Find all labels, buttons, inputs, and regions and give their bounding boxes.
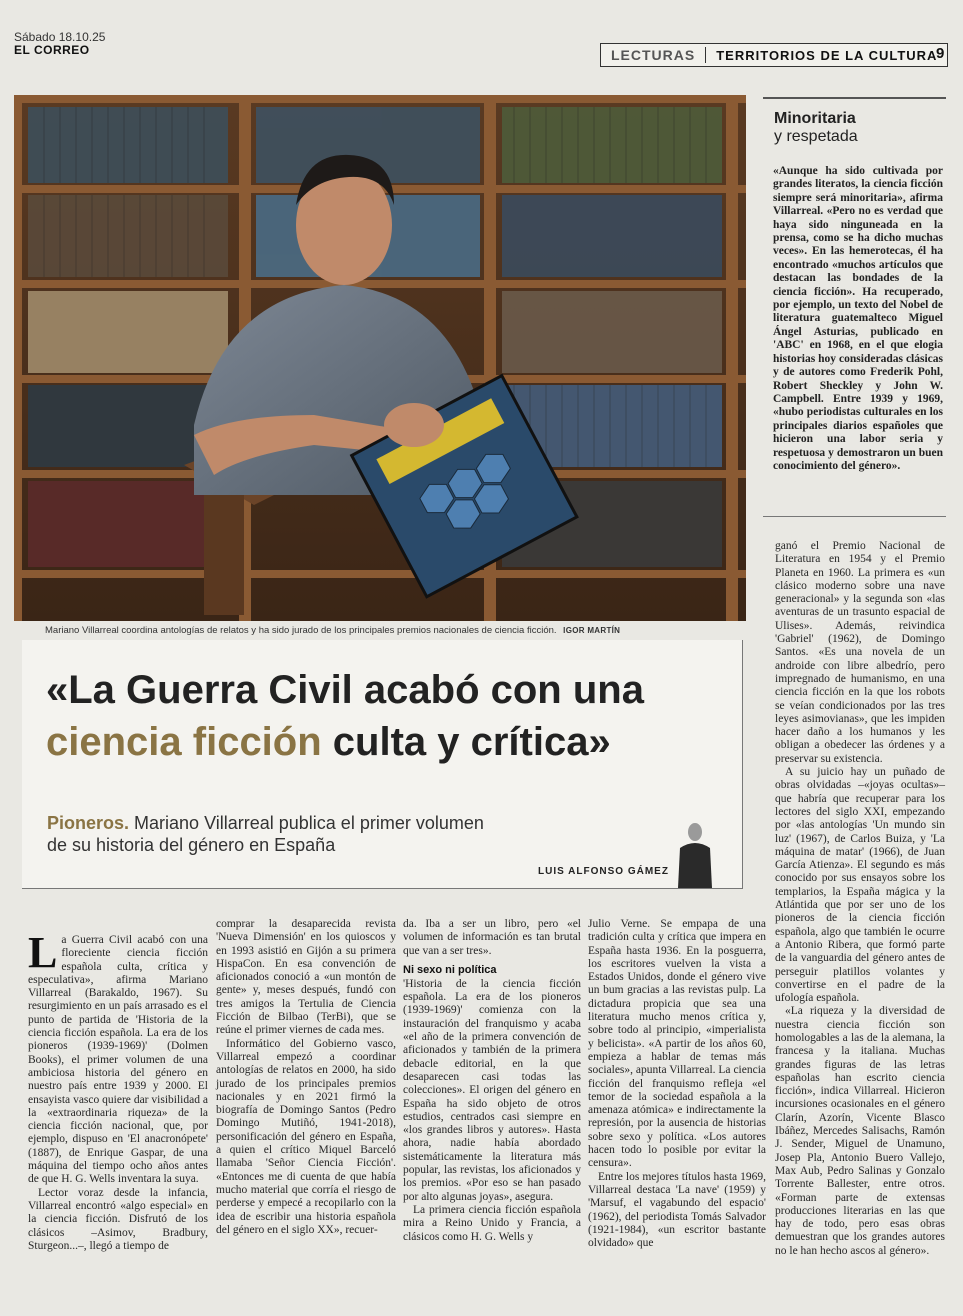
section-label: LECTURAS — [601, 47, 706, 63]
article-column-2 — [216, 918, 396, 1237]
page-number: 9 — [936, 45, 945, 62]
drop-cap: L — [28, 928, 58, 977]
article-column-4 — [588, 918, 766, 1250]
paragraph: «La riqueza y la diversidad de nuestra ciencia ficción son homologables a las de la alemana, la francesa y la italiana. Muchas grandes figuras de las letras españolas han escrito ciencia ficción», indica Villarreal. Hicieron incursiones ocasionales en el género Clarín, Azorín, Vicente Blasco Ibáñez, Mercedes Salisachs, Ramón J. Sender, Miguel de Unamuno, Josep Pla, Antonio Buero Vallejo, Max Aub, Pedro Salinas y Gonzalo Torrente Ballester, entre otros. «Forman parte de extensas producciones literarias en las que hay de todo, pero esas obras demuestran que los grandes autores no le han hecho ascos al género». — [775, 1005, 945, 1257]
lead-paragraph — [28, 928, 208, 1187]
paragraph: La primera ciencia ficción española mira a Reino Unido y Francia, a clásicos como H. G. Wells y — [403, 1203, 581, 1243]
photo-credit: IGOR MARTÍN — [563, 626, 621, 635]
article-column-1 — [28, 928, 208, 1253]
subheading: Ni sexo ni política — [403, 963, 497, 976]
paragraph: Julio Verne. Se empapa de una tradición culta y crítica que impera en España hasta 1936. En la posguerra, los escritores vuelven la vista a Estados Unidos, donde el género vive un bum gracias a las revistas pulp. La dictadura propicia que sea una literatura mucho menos crítica y, sobre todo al principio, «imperialista y belicista». «A partir de los años 60, empieza a hablar de temas más sociales», apunta Villarreal. La ciencia ficción del franquismo refleja «el temor de la sociedad española a la amenaza atómica» e indirectamente la represión, por la ausencia de historias sobre sexo y política. «Los autores hacen todo lo posible por evitar la censura». — [588, 918, 766, 1170]
section-header — [600, 43, 948, 67]
caption-text: Mariano Villarreal coordina antologías de relatos y ha sido jurado de los principales premios nacionales de ciencia ficción. — [45, 625, 557, 636]
sidebar-title-line-2: y respetada — [774, 128, 858, 145]
headline-highlight: ciencia ficción — [46, 720, 322, 764]
author-portrait — [672, 818, 718, 888]
issue-date: Sábado 18.10.25 — [14, 30, 106, 44]
sidebar-text: «Aunque ha sido cultivada por grandes literatos, la ciencia ficción siempre será minoritaria», afirma Villarreal. «Pero no es verdad que haya sido ninguneada en la prensa, como se ha dicho muchas veces». En las hemerotecas, él ha encontrado «muchos artículos que destacan las bondades de la ciencia ficción». Ha recuperado, por ejemplo, un texto del Nobel de literatura guatemalteco Miguel Ángel Asturias, publicado en 'ABC' en 1968, en el que elogia historias hoy consideradas clásicas y de autores como Frederik Pohl, Robert Sheckley y John W. Campbell. Entre 1939 y 1969, «hubo periodistas culturales en los principales diarios españoles que hicieron una labor seria y respetuosa y demostraron un buen conocimiento del género». — [773, 165, 943, 472]
photo-illustration — [14, 95, 746, 621]
kicker-text: Mariano Villarreal publica el primer volumen de su historia del género en España — [47, 813, 484, 855]
paragraph: A su juicio hay un puñado de obras olvidadas –«joyas ocultas»– que habría que recuperar para los lectores del siglo XXI, empezando por «las antologías 'Un mundo sin luz' (1967), de Carlos Buiza, y 'La máquina de matar' (1966), de Juan García Atienza». El segundo es más conocido por sus ensayos sobre los templarios, la España mágica y la Atlántida que por ser uno de los pioneros de la ciencia ficción española, algo que también le ocurre a Antonio Ribera, que formó parte de la vanguardia del género antes de perseguir platillos volantes y convertirse en el padre de la ufología española. — [775, 766, 945, 1005]
photo-caption — [45, 625, 620, 636]
sidebar-title — [774, 110, 858, 146]
paragraph: ganó el Premio Nacional de Literatura en 1954 y el Premio Planeta en 1960. La primera es «un clásico moderno sobre una nave generacional» y la segunda son «las aventuras de un trasunto espacial de Ulises». Además, reivindica 'Gabriel' (1962), de Domingo Santos. «Es una novela de un androide con libre albedrío, pero impregnado de humanismo, en una ciencia ficción en la que los robots se veían condicionados por las tres leyes asimovianas», que les impiden hacer daño a los humanos y les obligan a obedecer las órdenes y a preservar su existencia. — [775, 540, 945, 765]
headline-part-3: culta y crítica» — [321, 720, 611, 764]
author-photo — [672, 818, 718, 888]
newspaper-name: EL CORREO — [14, 43, 90, 57]
subsection-label: TERRITORIOS DE LA CULTURA — [716, 47, 938, 63]
sidebar-title-line-1: Minoritaria — [774, 110, 856, 127]
article-column-3 — [403, 918, 581, 1244]
sidebar-end-rule — [763, 516, 946, 517]
article-column-5 — [775, 540, 945, 1258]
paragraph: comprar la desaparecida revista 'Nueva Dimensión' en los quioscos y en 1993 asistió en Gijón a su primera HispaCon. En esa convención de aficionados conoció a «un montón de gente» y, meses después, fundó con tres amigos la Tertulia de Ciencia Ficción de Bilbao (TerBi), que se reúne el primer viernes de cada mes. — [216, 918, 396, 1037]
headline-part-1: «La Guerra Civil acabó con una — [46, 668, 644, 712]
main-photo — [14, 95, 746, 621]
paragraph: 'Historia de la ciencia ficción española. La era de los pioneros (1939-1969)' comienza con la instauración del franquismo y acaba «el año de la primera convención de aficionados y también de la primera debacle editorial, en la que desaparecen casi todas las colecciones». El origen del género en España ha sido objeto de otros estudios, centrados casi siempre en «los grandes libros y autores». Hasta ahora, nadie había abordado sistemáticamente la literatura más popular, las revistas, los aficionados y los premios. «Por eso se han pasado por alto algunas joyas», asegura. — [403, 977, 581, 1203]
paragraph: da. Iba a ser un libro, pero «el volumen de información es tan brutal que van a ser tres». — [403, 918, 581, 957]
paragraph: Entre los mejores títulos hasta 1969, Villarreal destaca 'La nave' (1959) y 'Marsuf, el vagabundo del espacio' (1962), del periodista Tomás Salvador (1921-1984), «un escritor bastante olvidado» que — [588, 1170, 766, 1250]
headline — [46, 664, 736, 768]
kicker-label: Pioneros. — [47, 813, 130, 833]
kicker — [47, 812, 487, 856]
paragraph: Lector voraz desde la infancia, Villarreal encontró «algo especial» en la ciencia ficción. Disfrutó de los clásicos –Asimov, Bradbury, Sturgeon...–, llegó a tiempo de — [28, 1186, 208, 1252]
sidebar-rule — [763, 97, 946, 99]
lead-text: a Guerra Civil acabó con una floreciente ciencia ficción española culta, crítica y especulativa», afirma Mariano Villarreal (Barakaldo, 1967). Su resurgimiento en un país arrasado es el punto de partida de 'Historia de la ciencia ficción española. La era de los pioneros (1939-1969)' (Dolmen Books), el primer volumen de una ambiciosa historia del género en nuestro país entre 1939 y 2000. El ensayista vasco quiere dar visibilidad a la «extraordinaria riqueza» de la ciencia ficción nacional, que, por ejemplo, dispuso en 'El anacronópete' (1887), de Enrique Gaspar, de una máquina del tiempo ocho años antes de que H. G. Wells inventara la suya. — [28, 934, 208, 1186]
byline: LUIS ALFONSO GÁMEZ — [538, 866, 669, 877]
paragraph: Informático del Gobierno vasco, Villarreal empezó a coordinar antologías de relatos en 2000, ha sido jurado de los principales premios nacionales y en 2021 firmó la biografía de Domingo Santos (Pedro Domingo Mutiñó, 1941-2018), personificación del género en España, a quien el crítico Miquel Barceló llamaba 'Señor Ciencia Ficción'. «Entonces me di cuenta de que había mucho material que corría el riesgo de perderse y empecé a recopilarlo con la idea de escribir una historia española del género en el siglo XX», recuer- — [216, 1037, 396, 1236]
